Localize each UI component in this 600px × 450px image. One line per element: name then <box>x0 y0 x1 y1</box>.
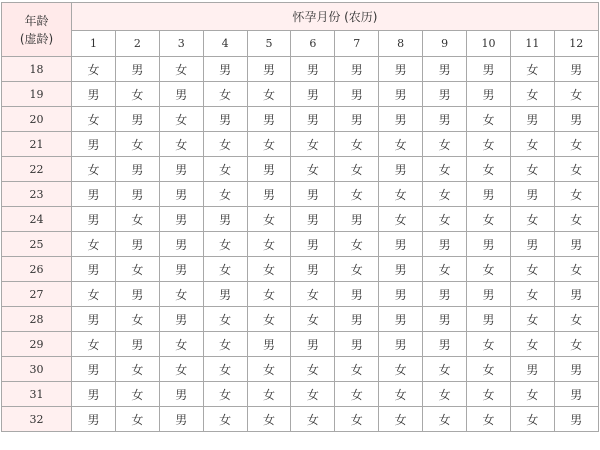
gender-cell: 女 <box>247 257 291 282</box>
age-cell: 18 <box>2 57 72 82</box>
gender-cell: 男 <box>247 57 291 82</box>
gender-cell: 女 <box>467 157 511 182</box>
gender-cell: 男 <box>423 57 467 82</box>
gender-cell: 女 <box>554 257 598 282</box>
gender-cell: 女 <box>203 382 247 407</box>
gender-cell: 男 <box>115 107 159 132</box>
gender-cell: 女 <box>72 232 116 257</box>
table-row <box>2 157 599 182</box>
gender-cell: 男 <box>291 82 335 107</box>
gender-cell: 男 <box>291 332 335 357</box>
gender-cell: 女 <box>467 407 511 432</box>
gender-cell: 女 <box>247 307 291 332</box>
gender-cell: 女 <box>291 282 335 307</box>
gender-cell: 男 <box>335 57 379 82</box>
gender-cell: 男 <box>554 282 598 307</box>
gender-cell: 男 <box>203 207 247 232</box>
month-number-6: 6 <box>291 31 335 57</box>
gender-cell: 女 <box>247 382 291 407</box>
table-row <box>2 332 599 357</box>
gender-cell: 女 <box>510 382 554 407</box>
gender-cell: 男 <box>423 232 467 257</box>
gender-cell: 男 <box>467 82 511 107</box>
gender-cell: 男 <box>379 57 423 82</box>
gender-cell: 女 <box>335 382 379 407</box>
gender-cell: 女 <box>335 132 379 157</box>
gender-cell: 男 <box>423 82 467 107</box>
table-row <box>2 132 599 157</box>
month-number-12: 12 <box>554 31 598 57</box>
gender-cell: 女 <box>510 307 554 332</box>
age-cell: 24 <box>2 207 72 232</box>
gender-cell: 女 <box>203 307 247 332</box>
gender-cell: 女 <box>159 57 203 82</box>
month-number-1: 1 <box>72 31 116 57</box>
gender-cell: 男 <box>467 182 511 207</box>
gender-cell: 男 <box>72 407 116 432</box>
gender-cell: 男 <box>379 232 423 257</box>
gender-cell: 女 <box>423 382 467 407</box>
gender-cell: 女 <box>379 207 423 232</box>
gender-cell: 女 <box>72 332 116 357</box>
gender-cell: 女 <box>335 232 379 257</box>
gender-cell: 男 <box>379 282 423 307</box>
gender-cell: 男 <box>467 232 511 257</box>
gender-cell: 男 <box>159 182 203 207</box>
age-cell: 26 <box>2 257 72 282</box>
gender-cell: 男 <box>159 307 203 332</box>
gender-cell: 男 <box>291 257 335 282</box>
age-header-sublabel: (虚龄) <box>19 31 54 46</box>
gender-cell: 女 <box>115 132 159 157</box>
gender-cell: 女 <box>72 282 116 307</box>
gender-cell: 男 <box>335 332 379 357</box>
gender-cell: 男 <box>72 307 116 332</box>
gender-cell: 女 <box>423 257 467 282</box>
gender-cell: 男 <box>203 282 247 307</box>
gender-cell: 女 <box>203 357 247 382</box>
gender-cell: 男 <box>379 157 423 182</box>
gender-cell: 女 <box>72 157 116 182</box>
gender-cell: 男 <box>72 207 116 232</box>
gender-cell: 男 <box>510 107 554 132</box>
month-number-7: 7 <box>335 31 379 57</box>
gender-cell: 男 <box>115 332 159 357</box>
gender-cell: 女 <box>291 382 335 407</box>
gender-cell: 女 <box>291 357 335 382</box>
gender-cell: 女 <box>291 157 335 182</box>
gender-cell: 女 <box>510 282 554 307</box>
gender-cell: 男 <box>510 182 554 207</box>
gender-cell: 男 <box>72 182 116 207</box>
gender-cell: 男 <box>115 182 159 207</box>
gender-cell: 女 <box>554 307 598 332</box>
gender-cell: 男 <box>247 182 291 207</box>
gender-cell: 女 <box>291 132 335 157</box>
table-body <box>2 3 599 432</box>
gender-cell: 女 <box>467 132 511 157</box>
month-number-2: 2 <box>115 31 159 57</box>
gender-cell: 男 <box>554 357 598 382</box>
gender-cell: 女 <box>203 82 247 107</box>
gender-cell: 男 <box>554 407 598 432</box>
gender-cell: 女 <box>379 357 423 382</box>
gender-cell: 男 <box>510 232 554 257</box>
gender-cell: 女 <box>247 82 291 107</box>
gender-cell: 男 <box>159 382 203 407</box>
gender-cell: 男 <box>335 282 379 307</box>
gender-cell: 女 <box>467 332 511 357</box>
gender-cell: 女 <box>115 357 159 382</box>
table-row <box>2 407 599 432</box>
age-cell: 30 <box>2 357 72 382</box>
table-row <box>2 357 599 382</box>
gender-cell: 男 <box>115 282 159 307</box>
gender-cell: 女 <box>203 132 247 157</box>
gender-cell: 女 <box>159 282 203 307</box>
gender-cell: 女 <box>467 107 511 132</box>
gender-cell: 男 <box>159 82 203 107</box>
age-cell: 31 <box>2 382 72 407</box>
gender-cell: 女 <box>247 282 291 307</box>
gender-cell: 男 <box>467 282 511 307</box>
gender-cell: 女 <box>467 207 511 232</box>
gender-cell: 男 <box>247 332 291 357</box>
gender-cell: 女 <box>115 257 159 282</box>
gender-cell: 男 <box>115 157 159 182</box>
gender-cell: 男 <box>291 232 335 257</box>
gender-cell: 女 <box>510 407 554 432</box>
gender-cell: 女 <box>247 132 291 157</box>
gender-cell: 男 <box>291 207 335 232</box>
month-header-title: 怀孕月份 (农历) <box>72 3 599 31</box>
gender-cell: 女 <box>203 232 247 257</box>
header-row <box>2 3 599 31</box>
gender-cell: 女 <box>379 182 423 207</box>
gender-cell: 女 <box>510 257 554 282</box>
gender-cell: 男 <box>291 57 335 82</box>
age-cell: 28 <box>2 307 72 332</box>
age-cell: 19 <box>2 82 72 107</box>
age-header-label: 年龄 <box>24 13 49 28</box>
gender-cell: 男 <box>72 382 116 407</box>
gender-cell: 男 <box>379 332 423 357</box>
month-number-11: 11 <box>510 31 554 57</box>
gender-cell: 女 <box>510 332 554 357</box>
table-row <box>2 107 599 132</box>
gender-cell: 男 <box>423 307 467 332</box>
table-row <box>2 182 599 207</box>
gender-cell: 男 <box>247 157 291 182</box>
gender-cell: 男 <box>510 357 554 382</box>
gender-cell: 女 <box>467 357 511 382</box>
gender-cell: 男 <box>247 107 291 132</box>
gender-cell: 女 <box>115 82 159 107</box>
gender-cell: 女 <box>335 182 379 207</box>
gender-cell: 女 <box>423 407 467 432</box>
month-number-10: 10 <box>467 31 511 57</box>
gender-cell: 男 <box>554 107 598 132</box>
gender-cell: 女 <box>554 132 598 157</box>
gender-cell: 女 <box>510 157 554 182</box>
gender-cell: 女 <box>115 207 159 232</box>
gender-cell: 男 <box>159 232 203 257</box>
age-header-cell <box>2 3 72 57</box>
gender-cell: 女 <box>203 182 247 207</box>
gender-cell: 男 <box>203 107 247 132</box>
gender-cell: 男 <box>159 207 203 232</box>
gender-cell: 女 <box>335 257 379 282</box>
gender-cell: 男 <box>72 82 116 107</box>
gender-cell: 男 <box>335 82 379 107</box>
gender-cell: 男 <box>379 82 423 107</box>
gender-cell: 女 <box>335 407 379 432</box>
gender-prediction-table <box>1 2 599 432</box>
gender-cell: 女 <box>247 407 291 432</box>
gender-cell: 男 <box>423 282 467 307</box>
gender-cell: 男 <box>115 232 159 257</box>
gender-cell: 女 <box>115 382 159 407</box>
gender-cell: 男 <box>554 57 598 82</box>
gender-cell: 女 <box>203 332 247 357</box>
gender-cell: 女 <box>510 132 554 157</box>
age-cell: 25 <box>2 232 72 257</box>
gender-cell: 女 <box>423 357 467 382</box>
gender-cell: 女 <box>467 382 511 407</box>
gender-cell: 女 <box>423 132 467 157</box>
table-row <box>2 57 599 82</box>
gender-cell: 男 <box>423 107 467 132</box>
gender-cell: 女 <box>379 132 423 157</box>
gender-cell: 女 <box>554 182 598 207</box>
gender-cell: 女 <box>159 332 203 357</box>
gender-cell: 男 <box>554 382 598 407</box>
gender-cell: 男 <box>423 332 467 357</box>
gender-cell: 女 <box>467 257 511 282</box>
gender-cell: 女 <box>423 182 467 207</box>
table-row <box>2 207 599 232</box>
table-row <box>2 232 599 257</box>
gender-cell: 女 <box>159 132 203 157</box>
gender-cell: 男 <box>335 307 379 332</box>
month-number-8: 8 <box>379 31 423 57</box>
gender-cell: 女 <box>379 407 423 432</box>
gender-cell: 女 <box>510 57 554 82</box>
gender-cell: 男 <box>467 307 511 332</box>
gender-cell: 女 <box>379 382 423 407</box>
gender-cell: 男 <box>159 407 203 432</box>
gender-cell: 女 <box>554 207 598 232</box>
age-cell: 29 <box>2 332 72 357</box>
month-number-row <box>2 31 599 57</box>
gender-cell: 女 <box>554 82 598 107</box>
gender-cell: 女 <box>510 207 554 232</box>
age-cell: 22 <box>2 157 72 182</box>
gender-cell: 女 <box>423 157 467 182</box>
gender-cell: 女 <box>247 232 291 257</box>
age-cell: 23 <box>2 182 72 207</box>
gender-cell: 男 <box>335 107 379 132</box>
gender-cell: 男 <box>554 232 598 257</box>
gender-cell: 男 <box>379 107 423 132</box>
gender-cell: 男 <box>379 257 423 282</box>
gender-cell: 男 <box>159 157 203 182</box>
month-number-3: 3 <box>159 31 203 57</box>
gender-cell: 女 <box>72 107 116 132</box>
age-cell: 27 <box>2 282 72 307</box>
gender-cell: 女 <box>335 157 379 182</box>
gender-cell: 女 <box>554 157 598 182</box>
month-number-4: 4 <box>203 31 247 57</box>
age-cell: 20 <box>2 107 72 132</box>
table-row <box>2 257 599 282</box>
gender-cell: 女 <box>72 57 116 82</box>
gender-cell: 女 <box>247 207 291 232</box>
gender-cell: 女 <box>423 207 467 232</box>
gender-cell: 男 <box>72 357 116 382</box>
gender-cell: 女 <box>335 357 379 382</box>
month-number-5: 5 <box>247 31 291 57</box>
gender-cell: 男 <box>291 182 335 207</box>
gender-cell: 女 <box>159 357 203 382</box>
gender-cell: 男 <box>159 257 203 282</box>
gender-cell: 女 <box>291 407 335 432</box>
table-row <box>2 282 599 307</box>
age-cell: 21 <box>2 132 72 157</box>
gender-cell: 男 <box>291 107 335 132</box>
gender-cell: 女 <box>159 107 203 132</box>
gender-cell: 女 <box>510 82 554 107</box>
table-row <box>2 82 599 107</box>
gender-cell: 女 <box>203 407 247 432</box>
gender-cell: 男 <box>335 207 379 232</box>
gender-cell: 女 <box>554 332 598 357</box>
gender-cell: 女 <box>247 357 291 382</box>
gender-cell: 女 <box>291 307 335 332</box>
gender-cell: 男 <box>72 132 116 157</box>
gender-cell: 男 <box>379 307 423 332</box>
gender-cell: 男 <box>203 57 247 82</box>
month-number-9: 9 <box>423 31 467 57</box>
gender-cell: 男 <box>115 57 159 82</box>
gender-cell: 女 <box>115 407 159 432</box>
gender-cell: 女 <box>203 157 247 182</box>
gender-cell: 女 <box>115 307 159 332</box>
gender-cell: 女 <box>203 257 247 282</box>
table-row <box>2 382 599 407</box>
gender-cell: 男 <box>467 57 511 82</box>
gender-cell: 男 <box>72 257 116 282</box>
age-cell: 32 <box>2 407 72 432</box>
table-row <box>2 307 599 332</box>
